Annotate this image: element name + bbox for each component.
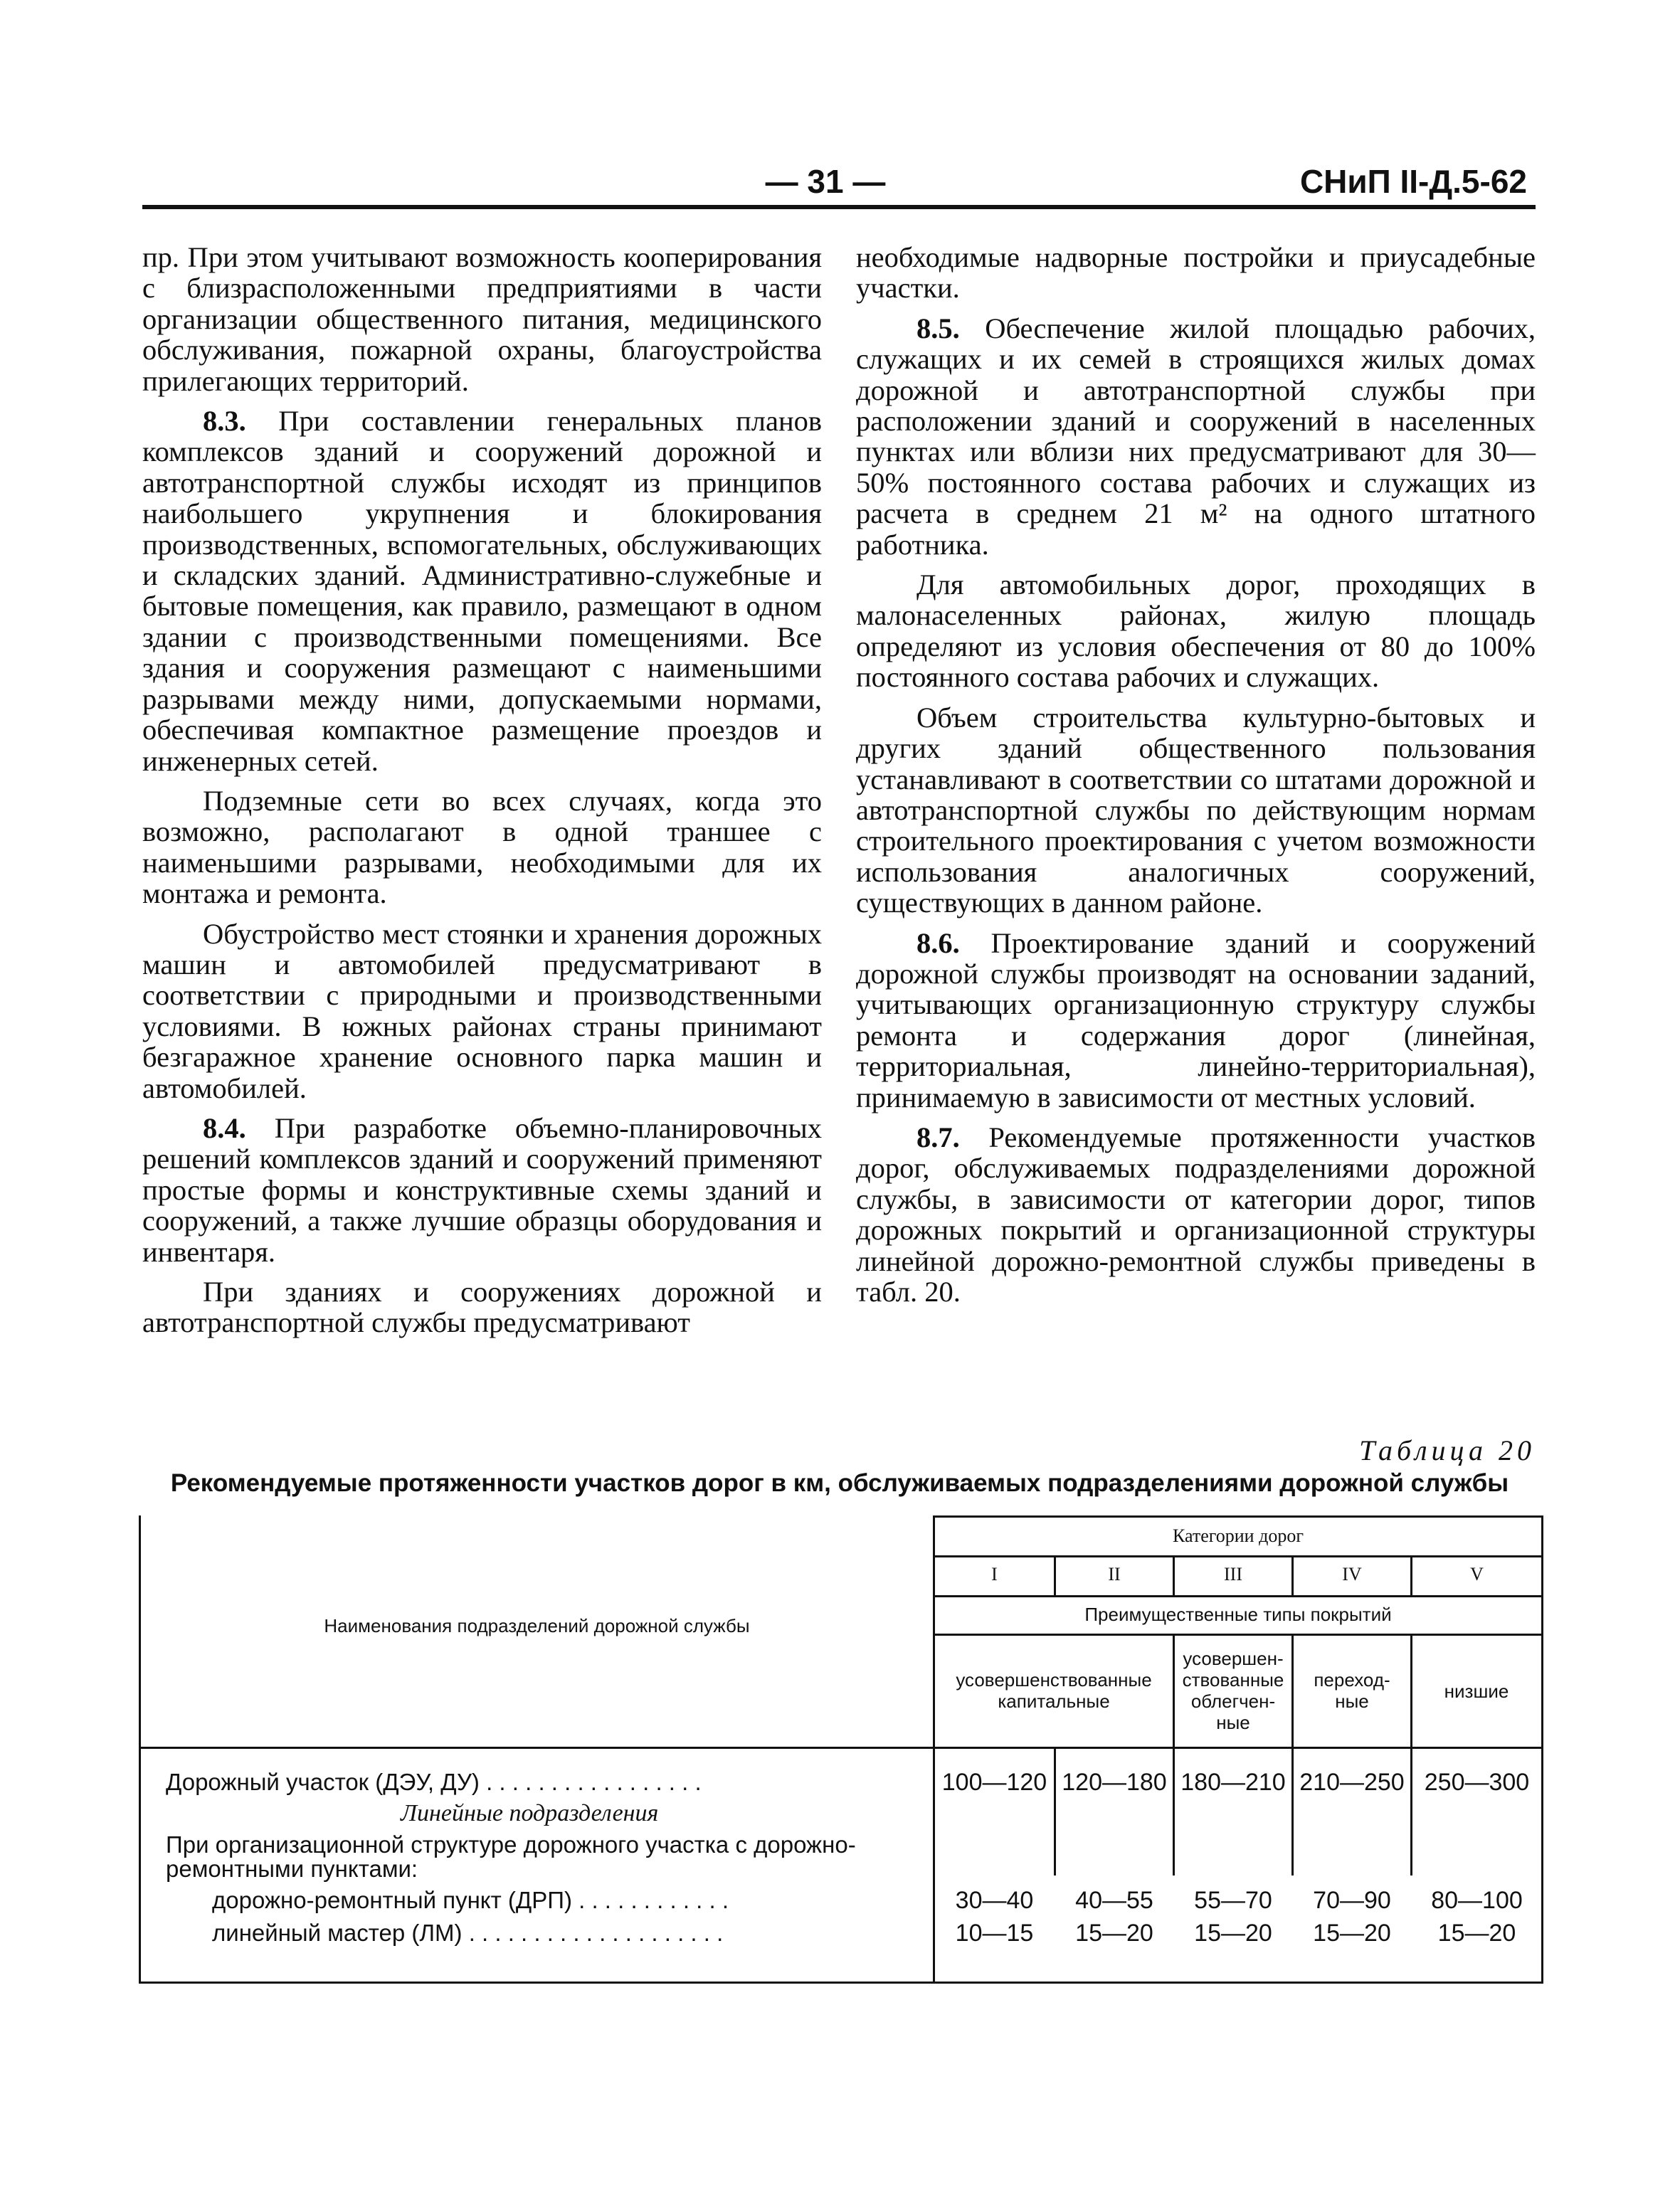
table-rule [935, 1634, 1541, 1636]
table-cell: 210—250 [1299, 1769, 1405, 1796]
category-label: I [991, 1564, 998, 1584]
category-label: III [1224, 1564, 1242, 1584]
table-cell: 180—210 [1180, 1769, 1286, 1796]
clause-number: 8.5. [916, 312, 960, 344]
clause-number: 8.4. [203, 1111, 246, 1144]
clause-number: 8.3. [203, 405, 246, 438]
table-cell: 30—40 [955, 1887, 1034, 1914]
paragraph [142, 406, 822, 776]
row-subheading: Линейные подразделения [401, 1800, 659, 1826]
table-caption: Рекомендуемые протяженности участков дорог в км, обслуживаемых подразделениями дорожной службы [170, 1469, 1509, 1497]
table-cell: 70—90 [1313, 1887, 1391, 1914]
category-label: V [1470, 1564, 1484, 1584]
road-sections-table [139, 1515, 1543, 1984]
clause-text: Обеспечение жилой площадью рабочих, служащих и их семей в строящихся жилых домах дорожной и автотранспортной службы при расположении зданий и сооружений в населенных пунктах или вблизи них предусматривают для 30—50% постоянного состава рабочих и служащих из расчета в среднем 21 м² на одного штатного работника. [856, 312, 1536, 561]
table-label: Таблица 20 [1359, 1434, 1536, 1466]
clause-text: Рекомендуемые протяженности участков дорог, обслуживаемых подразделениями дорожной службы, в зависимости от категории дорог, типов дорожных покрытий и организационной структуры линейной дорожно-ремонтной службы приведены в табл. 20. [856, 1121, 1536, 1308]
clause-number: 8.7. [916, 1121, 960, 1153]
paragraph: При зданиях и сооружениях дорожной и автотранспортной службы предусматривают [142, 1276, 822, 1339]
row-label: При организационной структуре дорожного участка с дорожно-ремонтными пунктами: [166, 1831, 856, 1882]
table-rule [1291, 1634, 1294, 1875]
table-cell: 250—300 [1424, 1769, 1530, 1796]
table-cell: 15—20 [1437, 1920, 1516, 1947]
table-rule [1410, 1634, 1412, 1875]
row-label: Дорожный участок (ДЭУ, ДУ) . . . . . . . . . . . . . . . . . [166, 1769, 702, 1795]
header-rule [142, 205, 1536, 209]
paragraph: Объем строительства культурно-бытовых и других зданий общественного пользования устанавливают в соответствии со штатами дорожной и автотранспортной службы по действующим нормам строительного проектирования с учетом возможности использования аналогичных сооружений, существующих в данном районе. [856, 701, 1536, 919]
surface-header: Преимущественные типы покрытий [1084, 1604, 1392, 1625]
category-label: IV [1342, 1564, 1362, 1584]
surface-type: низшие [1444, 1681, 1509, 1702]
document-code: СНиП II-Д.5-62 [1299, 163, 1527, 200]
table-cell: 15—20 [1313, 1920, 1391, 1947]
table-cell: 40—55 [1075, 1887, 1153, 1914]
paragraph: Подземные сети во всех случаях, когда это возможно, располагают в одной траншее с наименьшими разрывами, необходимыми для их монтажа и ремонта. [142, 784, 822, 910]
paragraph: пр. При этом учитывают возможность кооперирования с близрасположенными предприятиями в части организации общественного питания, медицинского обслуживания, пожарной охраны, благоустройства прилегающих территорий. [142, 241, 822, 397]
paragraph: необходимые надворные постройки и приусадебные участки. [856, 241, 1536, 305]
table-rule [935, 1515, 1541, 1518]
row-label: дорожно-ремонтный пункт (ДРП) . . . . . . . . . . . . [212, 1887, 729, 1913]
paragraph: Обустройство мест стоянки и хранения дорожных машин и автомобилей предусматривают в соответствии с природными и производственными условиями. В южных районах страны принимают безгаражное хранение основного парка машин и автомобилей. [142, 917, 822, 1104]
right-column [856, 242, 1536, 1316]
table-rule [1054, 1747, 1056, 1875]
table-cell: 55—70 [1194, 1887, 1272, 1914]
paragraph [142, 1113, 822, 1267]
clause-text: При разработке объемно-планировочных решений комплексов зданий и сооружений применяют простые формы и конструктивные схемы зданий и сооружений, а также лучшие образцы оборудования и инвентаря. [142, 1111, 822, 1268]
clause-text: При составлении генеральных планов комплексов зданий и сооружений дорожной и автотранспортной службы исходят из принципов наибольшего укрупнения и блокирования производственных, вспомогательных, обслуживающих и складских зданий. Административно-служебные и бытовые помещения, как правило, размещают в одном здании с производственными помещениями. Все здания и сооружения размещают с наименьшими разрывами между ними, допускаемыми нормами, обеспечивая компактное размещение проездов и инженерных сетей. [142, 405, 822, 777]
surface-type: переход- ные [1314, 1669, 1390, 1712]
paragraph [856, 313, 1536, 560]
page-number: — 31 — [765, 163, 886, 200]
table-rule [935, 1555, 1541, 1557]
table-cell: 10—15 [955, 1920, 1034, 1947]
table-cell: 120—180 [1062, 1769, 1167, 1796]
left-column [142, 242, 822, 1348]
table-rule [141, 1747, 1541, 1749]
paragraph [856, 1122, 1536, 1307]
table-cell: 80—100 [1431, 1887, 1523, 1914]
paragraph [856, 928, 1536, 1113]
table-cell: 15—20 [1075, 1920, 1153, 1947]
row-label: линейный мастер (ЛМ) . . . . . . . . . . . . . . . . . . . . [212, 1920, 724, 1946]
table-rule [1173, 1634, 1175, 1875]
stub-header: Наименования подразделений дорожной службы [324, 1615, 750, 1636]
table-rule [935, 1595, 1541, 1597]
paragraph: Для автомобильных дорог, проходящих в малонаселенных районах, жилую площадь определяют из условия обеспечения от 80 до 100% постоянного состава рабочих и служащих. [856, 568, 1536, 694]
categories-header: Категории дорог [1172, 1525, 1304, 1546]
clause-number: 8.6. [916, 926, 960, 959]
surface-type: усовершен- ствованные облегчен- ные [1182, 1648, 1284, 1733]
table-cell: 15—20 [1194, 1920, 1272, 1947]
clause-text: Проектирование зданий и сооружений дорожной службы производят на основании заданий, учитывающих организационную структуру службы ремонта и содержания дорог (линейная, территориальная, линейно-территориальная), принимаемую в зависимости от местных условий. [856, 926, 1536, 1113]
table-cell: 100—120 [941, 1769, 1047, 1796]
surface-type: усовершенствованные капитальные [956, 1669, 1152, 1712]
category-label: II [1108, 1564, 1121, 1584]
